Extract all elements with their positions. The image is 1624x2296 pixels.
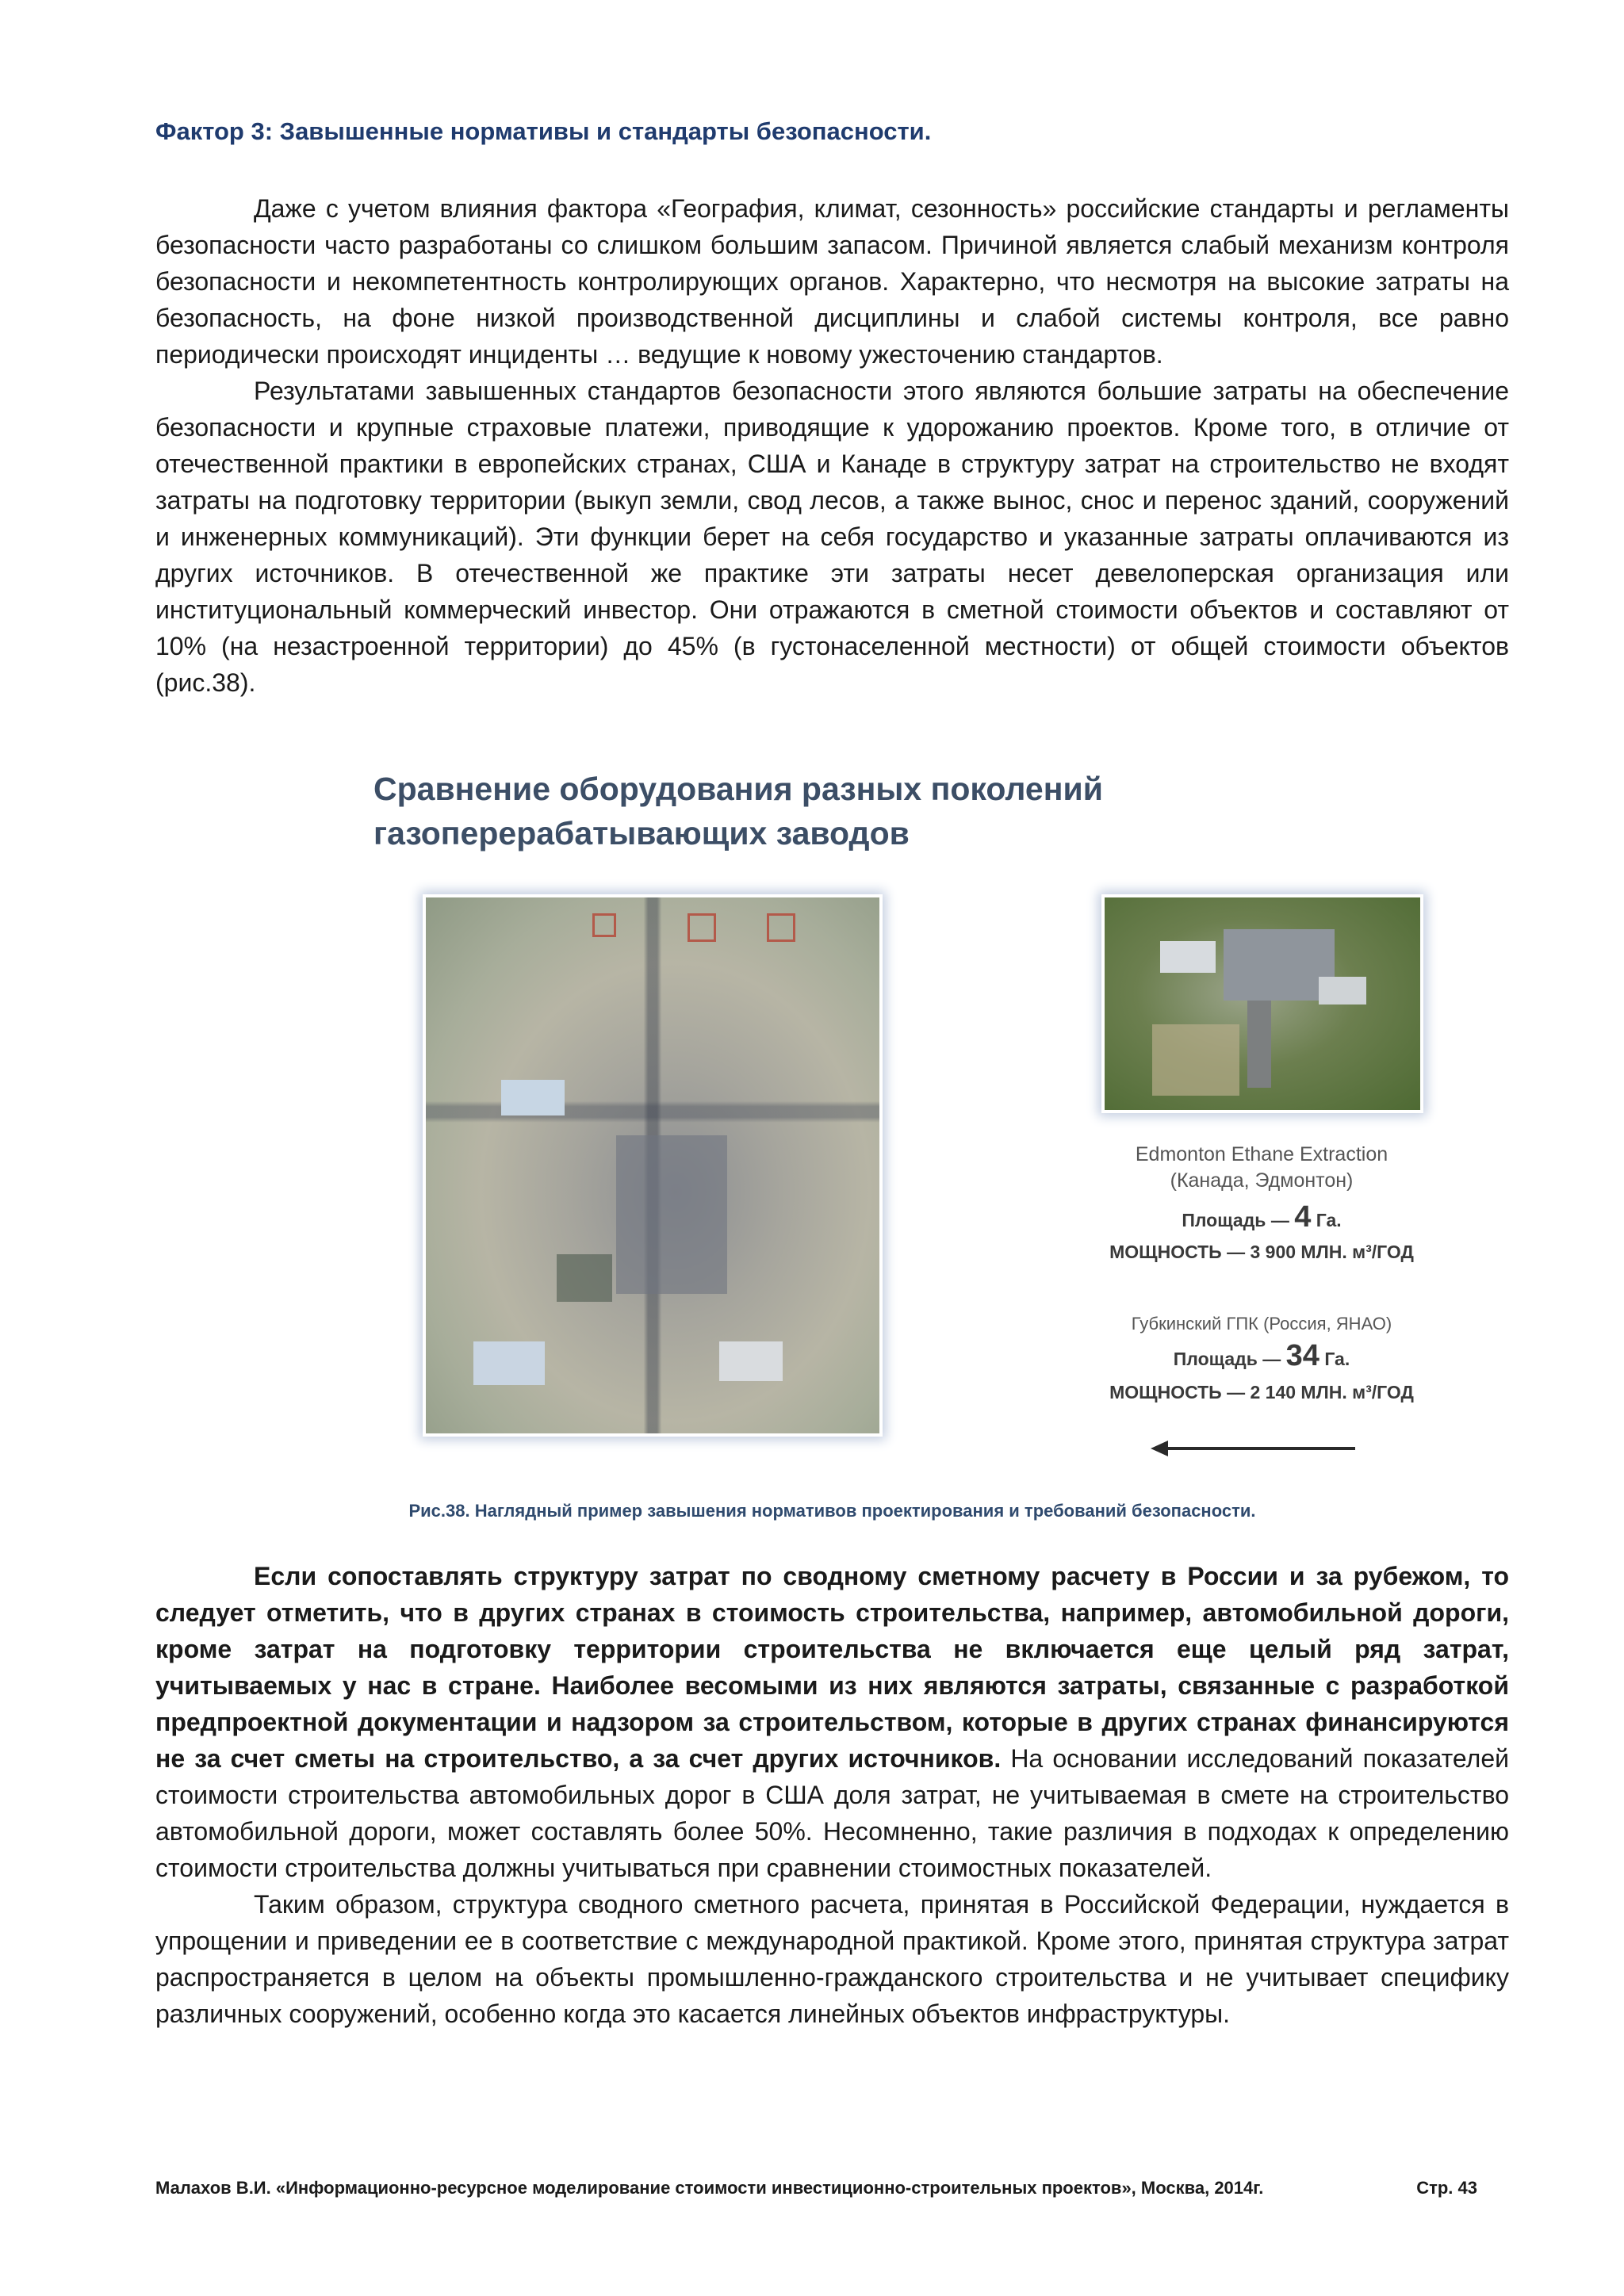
plant-b-area-label: Площадь —	[1173, 1349, 1281, 1369]
figure-caption: Рис.38. Наглядный пример завышения нормативов проектирования и требований безопасности.	[408, 1501, 1256, 1521]
left-arrow-icon	[1151, 1439, 1357, 1458]
plant-a-area-label: Площадь —	[1182, 1210, 1289, 1230]
paragraph-1: Даже с учетом влияния фактора «География, климат, сезонность» российские стандарты и регламенты безопасности часто разработаны со слишком большим запасом. Причиной является слабый механизм контроля безопасности и некомпетентность контролирующих органов. Характерно, что несмотря на высокие затраты на безопасность, на фоне низкой производственной дисциплины и слабой системы контроля, все равно периодически происходят инциденты … ведущие к новому ужесточению стандартов.	[155, 194, 1509, 369]
plant-b-capacity: МОЩНОСТЬ — 2 140 МЛН. м³/ГОД	[1109, 1382, 1414, 1402]
body-text-top	[155, 190, 1509, 701]
plant-b-area-value: 34	[1285, 1339, 1320, 1372]
gubkinsky-plant-aerial-photo	[423, 894, 883, 1437]
plant-a-area-value: 4	[1294, 1200, 1312, 1234]
plant-a-area-unit: Га.	[1316, 1210, 1342, 1230]
paragraph-2: Результатами завышенных стандартов безопасности этого являются большие затраты на обеспечение безопасности и крупные страховые платежи, приводящие к удорожанию проектов. Кроме того, в отличие от отечественной практики в европейских странах, США и Канаде в структуру затрат на строительство не входят затраты на подготовку территории (выкуп земли, свод лесов, а также вынос, снос и перенос зданий, сооружений и инженерных коммуникаций). Эти функции берет на себя государство и указанные затраты оплачиваются из других источников. В отечественной же практике эти затраты несет девелоперская организация или институциональный коммерческий инвестор. Они отражаются в сметной стоимости объектов и составляют от 10% (на незастроенной территории) до 45% (в густонаселенной местности) от общей стоимости объектов (рис.38).	[155, 377, 1509, 697]
page-number: Стр. 43	[1416, 2178, 1477, 2198]
plant-a-name: Edmonton Ethane Extraction	[1135, 1143, 1388, 1165]
section-heading: Фактор 3: Завышенные нормативы и стандарты безопасности.	[155, 117, 932, 145]
paragraph-3-bold: Если сопоставлять структуру затрат по сводному сметному расчету в России и за рубежом, то следует отметить, что в других странах в стоимость строительства, например, автомобильной дороги, кроме затрат на подготовку территории строительства не включается еще целый ряд затрат, учитываемых у нас в стране. Наиболее весомыми из них являются затраты, связанные с разработкой предпроектной документации и надзором за строительством, которые в других странах финансируются не за счет сметы на строительство, а за счет других источников.	[155, 1562, 1509, 1773]
plant-a-location: (Канада, Эдмонтон)	[1170, 1169, 1354, 1192]
edmonton-plant-aerial-photo	[1101, 894, 1423, 1113]
footer-text: Малахов В.И. «Информационно-ресурсное моделирование стоимости инвестиционно-строительных проектов», Москва, 2014г.	[155, 2178, 1264, 2198]
figure-title	[373, 767, 1103, 855]
paragraph-3	[155, 1558, 1509, 1886]
plant-b-area	[1040, 1340, 1484, 1375]
plant-a-capacity: МОЩНОСТЬ — 3 900 МЛН. м³/ГОД	[1109, 1242, 1414, 1262]
body-text-bottom	[155, 1558, 1509, 2032]
plant-a-area	[1040, 1201, 1484, 1236]
figure-title-line-2: газоперерабатывающих заводов	[373, 815, 910, 851]
figure-title-line-1: Сравнение оборудования разных поколений	[373, 771, 1103, 807]
plant-b-name: Губкинский ГПК (Россия, ЯНАО)	[1131, 1314, 1392, 1334]
figure-38	[350, 757, 1414, 1479]
paragraph-3-normal: На основании исследований показателей стоимости строительства автомобильных дорог в США доля затрат, не учитываемая в смете на строительство автомобильной дороги, может составлять более 50%. Несомненно, такие различия в подходах к определению стоимости строительства должны учитываться при сравнении стоимостных показателей.	[155, 1744, 1509, 1882]
paragraph-4: Таким образом, структура сводного сметного расчета, принятая в Российской Федерации, нуждается в упрощении и приведении ее в соответствие с международной практикой. Кроме этого, принятая структура затрат распространяется в целом на объекты промышленно-гражданского строительства и не учитывает специфику различных сооружений, особенно когда это касается линейных объектов инфраструктуры.	[155, 1890, 1509, 2028]
plant-b-area-unit: Га.	[1324, 1349, 1350, 1369]
page-footer	[155, 2178, 1509, 2198]
